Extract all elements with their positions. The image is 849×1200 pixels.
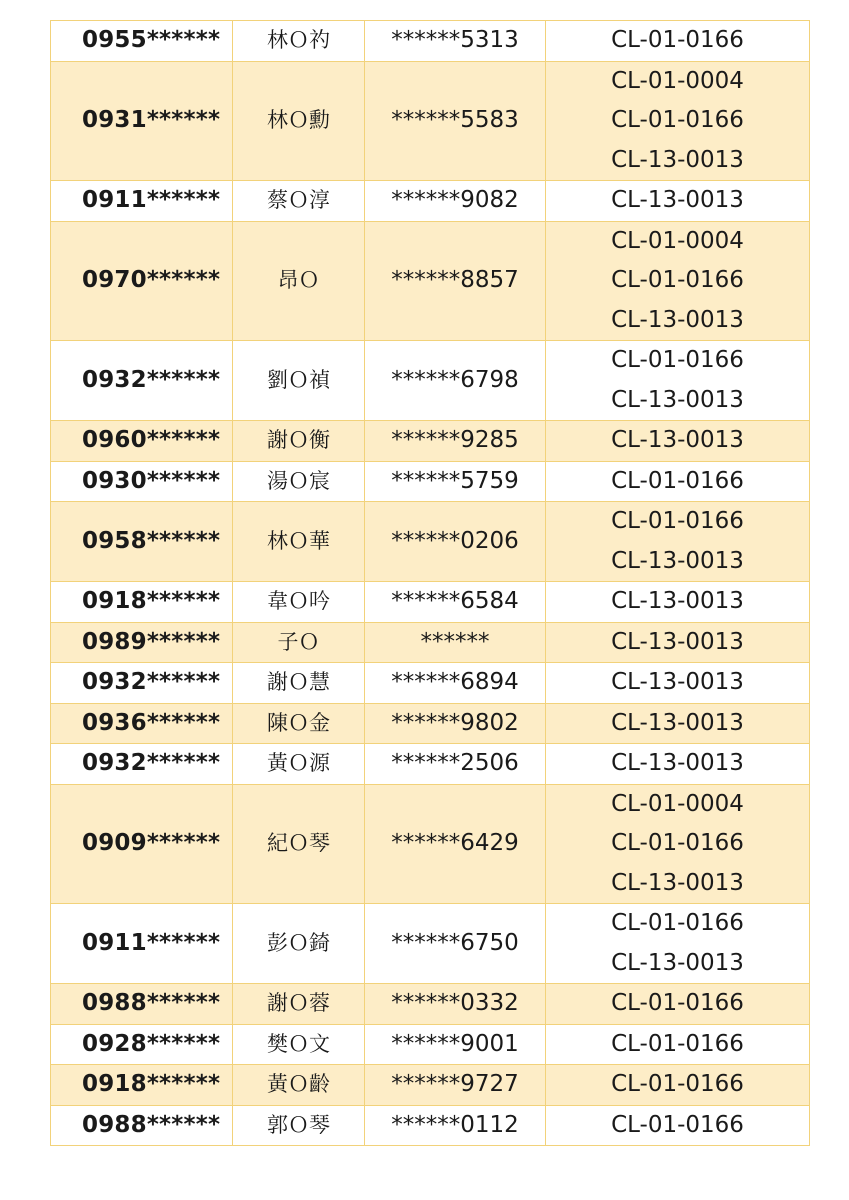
code-entry: CL-01-0166 (611, 508, 744, 534)
name-cell: 劉Ｏ禎 (233, 341, 365, 421)
id-cell: ******5759 (365, 461, 546, 502)
code-entry: CL-13-0013 (611, 669, 744, 695)
code-entry: CL-13-0013 (611, 427, 744, 453)
code-entry: CL-13-0013 (611, 709, 744, 736)
code-entry: CL-01-0166 (611, 347, 744, 373)
code-cell (546, 582, 810, 623)
code-entry: CL-01-0166 (611, 1111, 744, 1138)
code-cell (546, 221, 810, 341)
code-cell (546, 502, 810, 582)
phone-cell: 0928****** (51, 1024, 233, 1065)
code-cell (546, 1105, 810, 1146)
table-row (51, 181, 810, 222)
code-entry: CL-01-0166 (611, 467, 744, 494)
code-entry: CL-01-0004 (611, 790, 744, 817)
id-cell: ******6429 (365, 784, 546, 904)
code-entry: CL-01-0166 (611, 910, 744, 936)
id-cell: ******5313 (365, 21, 546, 62)
phone-cell: 0930****** (51, 461, 233, 502)
table-row (51, 703, 810, 744)
code-cell (546, 341, 810, 421)
table-row (51, 61, 810, 181)
name-cell: 黃Ｏ源 (233, 744, 365, 785)
phone-cell: 0988****** (51, 1105, 233, 1146)
phone-cell: 0918****** (51, 1065, 233, 1106)
phone-cell: 0932****** (51, 341, 233, 421)
name-cell: 紀Ｏ琴 (233, 784, 365, 904)
name-cell: 子Ｏ (233, 622, 365, 663)
table-row (51, 221, 810, 341)
code-entry: CL-13-0013 (611, 386, 744, 413)
code-entry: CL-13-0013 (611, 306, 744, 333)
table-row (51, 21, 810, 62)
code-cell (546, 744, 810, 785)
name-cell: 林Ｏ礿 (233, 21, 365, 62)
table-row (51, 582, 810, 623)
code-entry: CL-01-0166 (611, 1071, 744, 1097)
id-cell: ******9802 (365, 703, 546, 744)
code-cell (546, 784, 810, 904)
code-entry: CL-01-0166 (611, 1030, 744, 1057)
phone-cell: 0932****** (51, 744, 233, 785)
code-entry: CL-01-0004 (611, 67, 744, 94)
id-cell: ******6584 (365, 582, 546, 623)
phone-cell: 0909****** (51, 784, 233, 904)
table-row (51, 663, 810, 704)
name-cell: 黃Ｏ齡 (233, 1065, 365, 1106)
table-row (51, 461, 810, 502)
table-row (51, 904, 810, 984)
code-entry: CL-01-0004 (611, 227, 744, 254)
code-entry: CL-01-0166 (611, 990, 744, 1016)
id-cell: ******8857 (365, 221, 546, 341)
table-row (51, 744, 810, 785)
name-cell: 謝Ｏ衡 (233, 421, 365, 462)
table-row (51, 502, 810, 582)
phone-cell: 0932****** (51, 663, 233, 704)
table-row (51, 784, 810, 904)
table-row (51, 421, 810, 462)
code-entry: CL-13-0013 (611, 750, 744, 776)
table-row (51, 622, 810, 663)
code-cell (546, 1024, 810, 1065)
name-cell: 謝Ｏ蓉 (233, 984, 365, 1025)
id-cell: ******9727 (365, 1065, 546, 1106)
winners-table (50, 20, 810, 1146)
code-entry: CL-13-0013 (611, 869, 744, 896)
id-cell: ******0112 (365, 1105, 546, 1146)
name-cell: 林Ｏ勳 (233, 61, 365, 181)
phone-cell: 0911****** (51, 904, 233, 984)
phone-cell: 0989****** (51, 622, 233, 663)
id-cell: ******9001 (365, 1024, 546, 1065)
code-cell (546, 663, 810, 704)
code-entry: CL-13-0013 (611, 588, 744, 614)
table-row (51, 1105, 810, 1146)
name-cell: 樊Ｏ文 (233, 1024, 365, 1065)
name-cell: 郭Ｏ琴 (233, 1105, 365, 1146)
code-entry: CL-01-0166 (611, 267, 744, 293)
code-cell (546, 904, 810, 984)
name-cell: 韋Ｏ吟 (233, 582, 365, 623)
id-cell: ******9082 (365, 181, 546, 222)
code-cell (546, 61, 810, 181)
code-entry: CL-13-0013 (611, 628, 744, 655)
table-row (51, 341, 810, 421)
name-cell: 湯Ｏ宸 (233, 461, 365, 502)
phone-cell: 0936****** (51, 703, 233, 744)
id-cell: ******2506 (365, 744, 546, 785)
code-entry: CL-13-0013 (611, 146, 744, 173)
name-cell: 陳Ｏ金 (233, 703, 365, 744)
phone-cell: 0931****** (51, 61, 233, 181)
code-cell (546, 984, 810, 1025)
phone-cell: 0988****** (51, 984, 233, 1025)
code-cell (546, 703, 810, 744)
phone-cell: 0958****** (51, 502, 233, 582)
code-entry: CL-01-0166 (611, 27, 744, 53)
name-cell: 林Ｏ華 (233, 502, 365, 582)
code-entry: CL-13-0013 (611, 949, 744, 976)
id-cell: ******0206 (365, 502, 546, 582)
table-row (51, 1024, 810, 1065)
code-cell (546, 421, 810, 462)
name-cell: 彭Ｏ錡 (233, 904, 365, 984)
code-cell (546, 21, 810, 62)
id-cell: ******6798 (365, 341, 546, 421)
id-cell: ******9285 (365, 421, 546, 462)
table-row (51, 984, 810, 1025)
name-cell: 昂Ｏ (233, 221, 365, 341)
id-cell: ******6750 (365, 904, 546, 984)
name-cell: 蔡Ｏ淳 (233, 181, 365, 222)
phone-cell: 0970****** (51, 221, 233, 341)
phone-cell: 0960****** (51, 421, 233, 462)
code-entry: CL-13-0013 (611, 547, 744, 574)
table-row (51, 1065, 810, 1106)
id-cell: ******6894 (365, 663, 546, 704)
phone-cell: 0918****** (51, 582, 233, 623)
code-cell (546, 1065, 810, 1106)
code-entry: CL-13-0013 (611, 187, 744, 213)
id-cell: ******5583 (365, 61, 546, 181)
phone-cell: 0911****** (51, 181, 233, 222)
table-body (51, 21, 810, 1146)
name-cell: 謝Ｏ慧 (233, 663, 365, 704)
code-cell (546, 622, 810, 663)
code-entry: CL-01-0166 (611, 107, 744, 133)
id-cell: ****** (365, 622, 546, 663)
code-cell (546, 461, 810, 502)
code-cell (546, 181, 810, 222)
code-entry: CL-01-0166 (611, 830, 744, 856)
phone-cell: 0955****** (51, 21, 233, 62)
id-cell: ******0332 (365, 984, 546, 1025)
